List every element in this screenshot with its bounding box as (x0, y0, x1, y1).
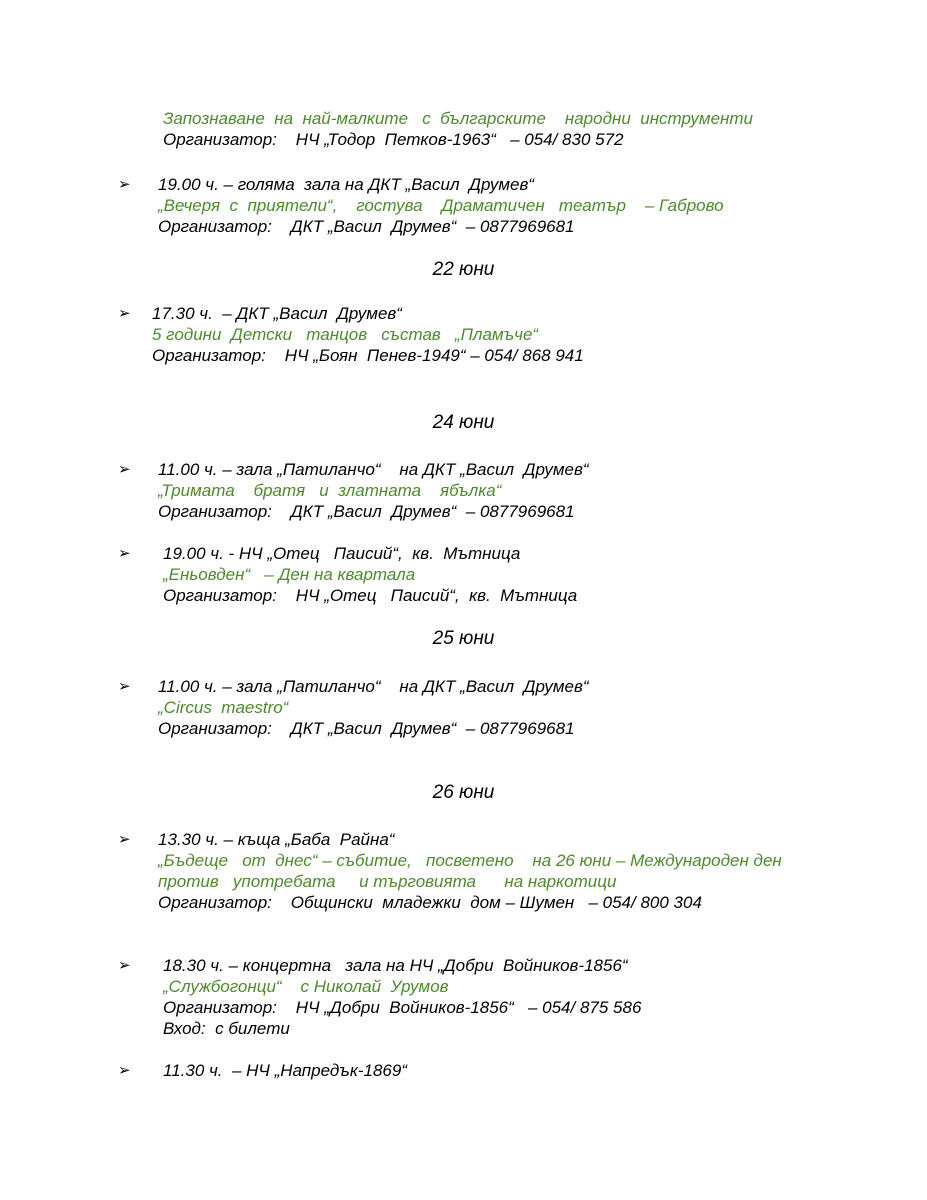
bullet-arrow-icon: ➢ (118, 545, 131, 562)
event-title: „Еньовден“ – Ден на квартала (163, 565, 416, 584)
event-title: „Бъдеще от днес“ – събитие, посветено на 26 юни – Международен ден (158, 851, 782, 870)
event-title: „Тримата братя и златната ябълка“ (158, 481, 502, 500)
event-organizer: Организатор: НЧ „Боян Пенев-1949“ – 054/ 868 941 (152, 346, 584, 365)
event-organizer: Организатор: НЧ „Отец Паисий“, кв. Мътница (163, 586, 578, 605)
date-heading: 22 юни (432, 259, 495, 280)
event-organizer: Организатор: ДКТ „Васил Друмев“ – 0877969681 (158, 217, 575, 236)
event-time: 18.30 ч. – концертна зала на НЧ „Добри Войников-1856“ (163, 956, 628, 975)
event-organizer: Организатор: ДКТ „Васил Друмев“ – 0877969681 (158, 502, 575, 521)
bullet-arrow-icon: ➢ (118, 678, 131, 695)
event-time: 11.30 ч. – НЧ „Напредък-1869“ (163, 1061, 407, 1080)
bullet-arrow-icon: ➢ (118, 957, 131, 974)
event-organizer: Организатор: ДКТ „Васил Друмев“ – 0877969681 (158, 719, 575, 738)
event-time: 11.00 ч. – зала „Патиланчо“ на ДКТ „Васил Друмев“ (158, 677, 589, 696)
event-time: 17.30 ч. – ДКТ „Васил Друмев“ (152, 304, 402, 323)
event-organizer: Организатор: Общински младежки дом – Шумен – 054/ 800 304 (158, 893, 702, 912)
event-title: „Вечеря с приятели“, гостува Драматичен театър – Габрово (158, 196, 724, 215)
event-organizer: Организатор: НЧ „Тодор Петков-1963“ – 054/ 830 572 (163, 130, 624, 149)
bullet-arrow-icon: ➢ (118, 176, 131, 193)
event-time: 13.30 ч. – къща „Баба Райна“ (158, 830, 395, 849)
event-title: 5 години Детски танцов състав „Пламъче“ (152, 325, 539, 344)
event-title-continued: против употребата и търговията на наркотици (158, 872, 617, 891)
event-entry: Вход: с билети (163, 1019, 290, 1038)
bullet-arrow-icon: ➢ (118, 1062, 131, 1079)
event-organizer: Организатор: НЧ „Добри Войников-1856“ – 054/ 875 586 (163, 998, 642, 1017)
event-time: 19.00 ч. – голяма зала на ДКТ „Васил Друмев“ (158, 175, 535, 194)
date-heading: 25 юни (432, 628, 495, 649)
date-heading: 24 юни (432, 412, 495, 433)
event-title: „Circus maestro“ (158, 698, 289, 717)
date-heading: 26 юни (432, 782, 495, 803)
bullet-arrow-icon: ➢ (118, 305, 131, 322)
event-title: Запознаване на най-малките с българските народни инструменти (163, 109, 753, 128)
event-title: „Службогонци“ с Николай Урумов (163, 977, 449, 996)
event-time: 11.00 ч. – зала „Патиланчо“ на ДКТ „Васил Друмев“ (158, 460, 589, 479)
bullet-arrow-icon: ➢ (118, 831, 131, 848)
bullet-arrow-icon: ➢ (118, 461, 131, 478)
event-time: 19.00 ч. - НЧ „Отец Паисий“, кв. Мътница (163, 544, 521, 563)
